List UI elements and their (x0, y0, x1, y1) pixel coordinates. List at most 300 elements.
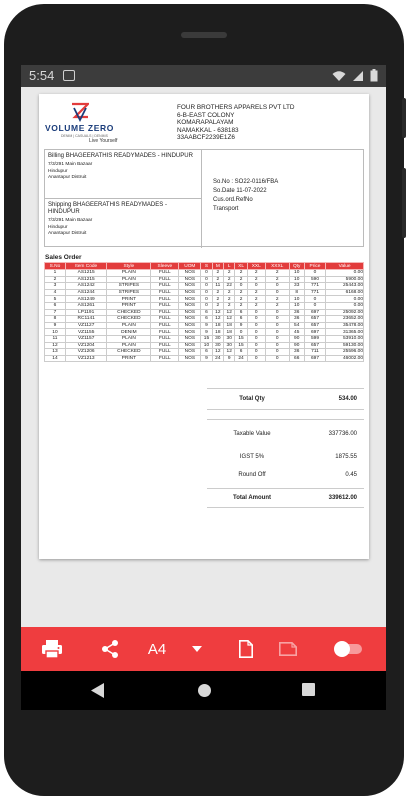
table-row (45, 342, 364, 349)
table-cell: 6168.00 (326, 289, 364, 296)
table-cell: 0.00 (326, 296, 364, 303)
table-header-cell: S (201, 263, 212, 270)
table-cell: 0 (201, 270, 212, 277)
table-cell: 10 (289, 302, 304, 309)
table-cell: FULL (151, 296, 179, 303)
table-cell: FULL (151, 349, 179, 356)
table-cell: 0 (247, 309, 265, 316)
table-cell: 0 (235, 329, 247, 336)
table-cell: STRIPES (107, 289, 151, 296)
back-button[interactable] (91, 683, 105, 703)
table-cell: 30 (212, 342, 223, 349)
party-divider (45, 198, 201, 199)
logo-mark-icon (71, 102, 89, 122)
table-cell: 22 (224, 283, 235, 290)
table-cell: 6 (201, 349, 212, 356)
notification-icon (63, 70, 75, 81)
table-cell: 2 (224, 302, 235, 309)
table-cell: 2 (235, 276, 247, 283)
table-cell: 2 (265, 270, 289, 277)
table-cell: 0 (247, 342, 265, 349)
table-cell: 0 (265, 342, 289, 349)
table-cell: 0 (265, 316, 289, 323)
billing-address-line: Hindupur (48, 168, 68, 174)
logo-tagline: DENIM | CASUALS | DENIMS (61, 134, 108, 138)
table-cell: 2 (224, 289, 235, 296)
table-cell: 12 (224, 309, 235, 316)
table-cell: NOS (179, 283, 201, 290)
table-cell: 2 (247, 296, 265, 303)
table-cell: 11 (212, 283, 223, 290)
table-cell: 0 (265, 322, 289, 329)
table-cell: 12 (212, 309, 223, 316)
table-cell: PLAIN (107, 276, 151, 283)
table-header-cell: Sleeve (151, 263, 179, 270)
home-icon (197, 683, 212, 698)
shipping-label: Shipping (48, 202, 72, 208)
company-details (177, 104, 295, 142)
table-row (45, 309, 364, 316)
table-cell: 771 (304, 289, 325, 296)
home-button[interactable] (197, 683, 212, 703)
table-cell: 6 (201, 316, 212, 323)
signal-icon (352, 70, 364, 82)
table-cell: 13 (45, 349, 66, 356)
print-button[interactable] (35, 627, 69, 671)
table-cell: PLAIN (107, 342, 151, 349)
table-cell: 10 (289, 276, 304, 283)
table-row (45, 355, 364, 362)
table-cell: 0 (201, 296, 212, 303)
table-cell: 6 (235, 349, 247, 356)
page-landscape-icon (279, 642, 297, 656)
table-cell: 9 (45, 322, 66, 329)
table-cell: 0 (265, 283, 289, 290)
billing-address-line: 7/3/291 Main Bazaar (48, 162, 93, 167)
table-header-cell: UOM (179, 263, 201, 270)
navigation-bar (21, 671, 386, 710)
table-cell: 24 (235, 355, 247, 362)
table-cell: 2 (212, 296, 223, 303)
table-cell: FULL (151, 355, 179, 362)
status-time: 5:54 (29, 68, 55, 83)
table-cell: 0 (265, 329, 289, 336)
table-cell: 10 (45, 329, 66, 336)
page-size-value: A4 (147, 640, 167, 658)
table-cell: FULL (151, 276, 179, 283)
table-row (45, 296, 364, 303)
company-name: FOUR BROTHERS APPARELS PVT LTD (177, 104, 295, 111)
so-date: So.Date 11-07-2022 (213, 188, 267, 194)
table-cell: PRINT (107, 355, 151, 362)
table-cell: 2 (224, 276, 235, 283)
table-cell: 15 (235, 342, 247, 349)
table-cell: NOS (179, 329, 201, 336)
table-cell: 25596.00 (326, 349, 364, 356)
table-cell: 0 (265, 289, 289, 296)
table-cell: 31365.00 (326, 329, 364, 336)
table-cell: 9 (201, 355, 212, 362)
table-cell: VZ1157 (65, 335, 107, 342)
table-cell: CHECKED (107, 309, 151, 316)
table-cell: 590 (304, 276, 325, 283)
document-page (39, 94, 369, 559)
table-header-cell: Qty (289, 263, 304, 270)
table-cell: 35478.00 (326, 322, 364, 329)
table-cell: NOS (179, 322, 201, 329)
table-cell: PRINT (107, 302, 151, 309)
table-cell: NOS (179, 309, 201, 316)
total-amount-label: Total Amount (233, 495, 271, 501)
table-cell: 657 (304, 322, 325, 329)
volume-button (402, 168, 406, 238)
table-cell: 8 (289, 289, 304, 296)
table-cell: 30 (224, 342, 235, 349)
table-cell: 6 (45, 302, 66, 309)
table-cell: 2 (265, 276, 289, 283)
total-qty-label: Total Qty (239, 396, 265, 402)
table-cell: 4 (45, 289, 66, 296)
sales-order-info (213, 178, 278, 214)
table-header-cell: Value (326, 263, 364, 270)
table-cell: 33 (289, 283, 304, 290)
table-header-row (45, 263, 364, 270)
table-cell: VZ1213 (65, 355, 107, 362)
portrait-button[interactable] (229, 627, 263, 671)
sales-order-title: Sales Order (45, 254, 82, 261)
table-cell: 90 (289, 335, 304, 342)
wifi-icon (332, 70, 346, 82)
table-cell: 11 (45, 335, 66, 342)
table-cell: 9 (201, 322, 212, 329)
share-icon (101, 639, 119, 659)
table-header-cell: M (212, 263, 223, 270)
screen (21, 65, 386, 710)
table-cell: 2 (212, 302, 223, 309)
total-qty-value: 534.00 (338, 396, 357, 402)
table-cell: 24 (212, 355, 223, 362)
round-off-label: Round Off (238, 472, 266, 478)
table-cell: 2 (235, 270, 247, 277)
table-cell: 2 (45, 276, 66, 283)
shipping-name: BHAGEERATHIS READYMADES - HINDUPUR (48, 202, 167, 215)
table-cell: 0.00 (326, 302, 364, 309)
table-cell: 0 (201, 289, 212, 296)
customer-order-ref: Cus.ord.RefNo (213, 197, 253, 203)
table-header-cell: XXXL (265, 263, 289, 270)
company-address-line: KOMARAPALAYAM (177, 119, 234, 127)
table-row (45, 270, 364, 277)
summary-divider (207, 409, 364, 410)
table-cell: AS1242 (65, 283, 107, 290)
billing-address (48, 153, 198, 182)
table-cell: 697 (304, 355, 325, 362)
items-table (44, 262, 364, 362)
table-cell: 0 (247, 316, 265, 323)
table-row (45, 316, 364, 323)
company-address-line: 6-B-EAST COLONY (177, 111, 235, 119)
table-row (45, 289, 364, 296)
billing-address-line: Anantapur Distruit (48, 175, 87, 180)
table-cell: 0.00 (326, 270, 364, 277)
party-vertical-divider (201, 150, 202, 248)
party-details-box (44, 149, 364, 247)
table-cell: 12 (212, 316, 223, 323)
table-cell: RC1141 (65, 316, 107, 323)
shipping-address-line: Hindupur (48, 224, 68, 230)
table-header-cell: XXL (247, 263, 265, 270)
table-cell: 9 (201, 329, 212, 336)
table-cell: VZ1204 (65, 342, 107, 349)
table-cell: 25443.00 (326, 283, 364, 290)
table-cell: 0 (247, 355, 265, 362)
summary-divider (207, 388, 364, 389)
total-amount-value: 339612.00 (328, 495, 357, 501)
table-cell: 711 (304, 349, 325, 356)
table-cell: 657 (304, 316, 325, 323)
table-cell: FULL (151, 302, 179, 309)
table-cell: FULL (151, 342, 179, 349)
table-cell: 0 (265, 335, 289, 342)
table-cell: 2 (212, 289, 223, 296)
billing-label: Billing (48, 153, 65, 159)
table-cell: 2 (235, 289, 247, 296)
table-cell: 657 (304, 342, 325, 349)
table-cell: 0 (201, 302, 212, 309)
table-cell: PRINT (107, 296, 151, 303)
table-cell: 0 (304, 270, 325, 277)
table-cell: NOS (179, 342, 201, 349)
table-cell: CHECKED (107, 349, 151, 356)
table-cell: CHECKED (107, 316, 151, 323)
table-cell: LP1191 (65, 309, 107, 316)
table-cell: FULL (151, 283, 179, 290)
shipping-address-lines (48, 218, 198, 238)
table-cell: 90 (289, 342, 304, 349)
table-cell: FULL (151, 335, 179, 342)
table-header-cell: Style (107, 263, 151, 270)
table-cell: PLAIN (107, 335, 151, 342)
table-cell: DENIM (107, 329, 151, 336)
table-cell: 0 (201, 283, 212, 290)
system-icons (332, 69, 378, 82)
table-cell: 10 (289, 270, 304, 277)
table-cell: 2 (265, 296, 289, 303)
recents-button[interactable] (302, 683, 315, 701)
table-cell: 9 (224, 355, 235, 362)
table-cell: 18 (212, 329, 223, 336)
table-cell: NOS (179, 349, 201, 356)
table-cell: PLAIN (107, 270, 151, 277)
logo-brand: VOLUME ZERO (45, 123, 114, 133)
table-cell: 25092.00 (326, 309, 364, 316)
battery-icon (370, 69, 378, 82)
table-cell: VZ1206 (65, 349, 107, 356)
status-bar (21, 65, 386, 87)
table-cell: 15 (235, 335, 247, 342)
table-cell: NOS (179, 302, 201, 309)
table-cell: 9 (235, 322, 247, 329)
table-cell: 0 (247, 322, 265, 329)
table-cell: 2 (212, 276, 223, 283)
table-cell: AS1261 (65, 302, 107, 309)
table-cell: FULL (151, 329, 179, 336)
table-cell: 2 (212, 270, 223, 277)
so-number: So.No : SO22-0116/FBA (213, 179, 279, 185)
table-header-cell: Price (304, 263, 325, 270)
page-portrait-icon (239, 640, 253, 658)
table-header-cell: L (224, 263, 235, 270)
table-cell: 2 (224, 270, 235, 277)
table-cell: 3 (45, 283, 66, 290)
table-cell: 8 (45, 316, 66, 323)
back-icon (91, 683, 105, 698)
table-cell: 18 (224, 329, 235, 336)
table-row (45, 283, 364, 290)
table-cell: STRIPES (107, 283, 151, 290)
speaker-grille (181, 32, 227, 38)
table-cell: 54 (289, 322, 304, 329)
power-button (402, 98, 406, 138)
taxable-value-label: Taxable Value (233, 431, 271, 437)
table-cell: FULL (151, 309, 179, 316)
table-cell: 23652.00 (326, 316, 364, 323)
round-off-value: 0.45 (345, 472, 357, 478)
table-cell: VZ1155 (65, 329, 107, 336)
table-cell: FULL (151, 270, 179, 277)
table-cell: 6 (235, 309, 247, 316)
table-cell: 14 (45, 355, 66, 362)
toggle-switch-icon (333, 640, 365, 658)
shipping-address-line: 7/3/291 Main Bazaar (48, 218, 93, 223)
table-header-cell: XL (235, 263, 247, 270)
table-header-cell: Item Code (65, 263, 107, 270)
table-cell: NOS (179, 355, 201, 362)
table-cell: 599 (304, 335, 325, 342)
table-row (45, 322, 364, 329)
table-cell: 18 (224, 322, 235, 329)
table-cell: 0 (265, 355, 289, 362)
summary-divider (207, 507, 364, 508)
table-cell: 2 (247, 270, 265, 277)
shipping-address-line: Anantapur Distruit (48, 231, 87, 236)
table-cell: 45 (289, 329, 304, 336)
table-cell: 0 (235, 283, 247, 290)
table-cell: NOS (179, 335, 201, 342)
igst-value: 1875.55 (335, 454, 357, 460)
company-gstin: 33AABCF2239E1Z6 (177, 134, 235, 142)
shipping-address (48, 202, 198, 238)
recents-icon (302, 683, 315, 696)
table-cell: 2 (235, 302, 247, 309)
billing-name: BHAGEERATHIS READYMADES - HINDUPUR (65, 153, 193, 159)
logo-slogan: Live Yourself (89, 138, 118, 144)
table-cell: 12 (45, 342, 66, 349)
table-cell: 0 (265, 309, 289, 316)
table-cell: AS1215 (65, 270, 107, 277)
toggle-switch[interactable] (329, 627, 369, 671)
table-cell: 2 (247, 289, 265, 296)
print-icon (41, 639, 63, 659)
taxable-value: 337736.00 (328, 431, 357, 437)
table-cell: 30 (224, 335, 235, 342)
table-row (45, 329, 364, 336)
table-cell: 15 (201, 335, 212, 342)
table-row (45, 335, 364, 342)
table-cell: 2 (247, 302, 265, 309)
table-cell: 10 (289, 296, 304, 303)
table-row (45, 302, 364, 309)
table-cell: FULL (151, 322, 179, 329)
table-row (45, 349, 364, 356)
table-cell: NOS (179, 296, 201, 303)
table-cell: 53910.00 (326, 335, 364, 342)
table-cell: AS1215 (65, 276, 107, 283)
table-cell: 30 (212, 335, 223, 342)
table-cell: 36 (289, 349, 304, 356)
table-cell: 0 (247, 283, 265, 290)
table-cell: 2 (265, 302, 289, 309)
table-cell: 0 (247, 329, 265, 336)
table-body (45, 270, 364, 362)
table-cell: 0 (265, 349, 289, 356)
landscape-button[interactable] (271, 627, 305, 671)
table-cell: 0 (201, 276, 212, 283)
table-cell: 12 (224, 349, 235, 356)
table-cell: NOS (179, 270, 201, 277)
table-cell: 2 (224, 296, 235, 303)
table-cell: PLAIN (107, 322, 151, 329)
table-cell: FULL (151, 316, 179, 323)
igst-label: IGST 5% (239, 454, 265, 460)
table-cell: NOS (179, 289, 201, 296)
summary-divider (207, 419, 364, 420)
company-address-line: NAMAKKAL - 638183 (177, 126, 239, 134)
table-row (45, 276, 364, 283)
table-cell: 18 (212, 322, 223, 329)
table-cell: 59130.00 (326, 342, 364, 349)
print-toolbar (21, 627, 386, 671)
table-cell: 7 (45, 309, 66, 316)
table-cell: 66 (289, 355, 304, 362)
table-cell: 36 (289, 316, 304, 323)
page-size-select[interactable] (139, 627, 211, 671)
table-cell: 5900.00 (326, 276, 364, 283)
summary-divider (207, 488, 364, 489)
table-cell: 771 (304, 283, 325, 290)
table-cell: 46002.00 (326, 355, 364, 362)
table-cell: 6 (201, 309, 212, 316)
table-header-cell: S.No (45, 263, 66, 270)
table-cell: 0 (304, 302, 325, 309)
table-cell: 1 (45, 270, 66, 277)
billing-address-lines (48, 162, 198, 182)
table-cell: 0 (304, 296, 325, 303)
table-cell: 12 (224, 316, 235, 323)
table-cell: AS1244 (65, 289, 107, 296)
table-cell: NOS (179, 316, 201, 323)
table-cell: 697 (304, 309, 325, 316)
table-cell: 0 (247, 349, 265, 356)
table-cell: 36 (289, 309, 304, 316)
table-cell: 10 (201, 342, 212, 349)
table-cell: FULL (151, 289, 179, 296)
table-cell: VZ1127 (65, 322, 107, 329)
transport: Transport (213, 206, 239, 212)
table-cell: 697 (304, 329, 325, 336)
table-cell: 2 (247, 276, 265, 283)
share-button[interactable] (93, 627, 127, 671)
